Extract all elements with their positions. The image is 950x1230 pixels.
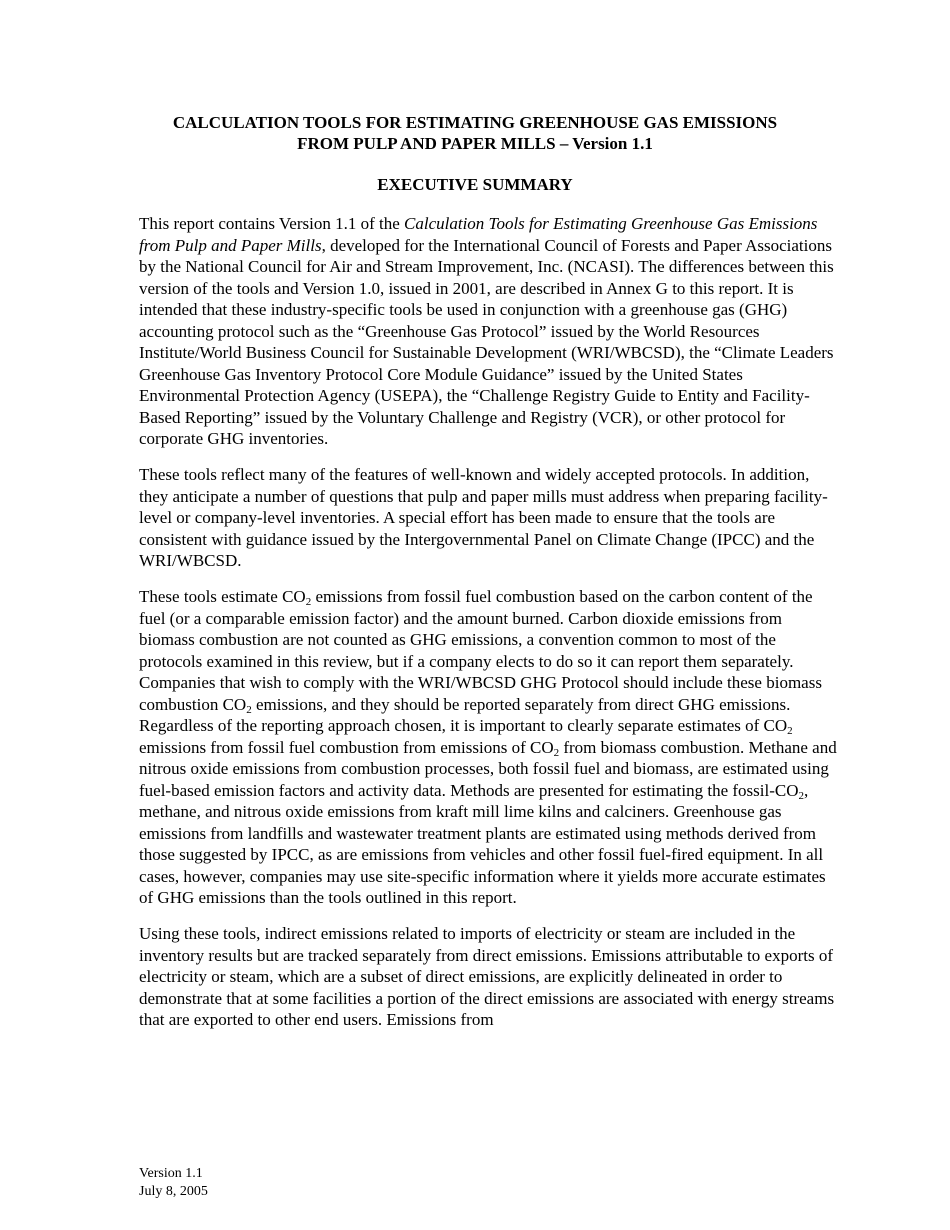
- page-footer: [139, 1165, 208, 1201]
- paragraph-3: These tools estimate $CO_2$ emissions from fossil fuel combustion based on the carbon content of the fuel (or a comparable emission factor) and the amount burned. Carbon dioxide emissions from biomass combustion are not counted as GHG emissions, a convention common to most of the protocols examined in this review, but if a company elects to do so it can report them separately. Companies that wish to comply with the WRI/WBCSD GHG Protocol should include these biomass combustion $CO_2$ emissions, and they should be reported separately from direct GHG emissions. Regardless of the reporting approach chosen, it is important to clearly separate estimates of $CO_2$ emissions from fossil fuel combustion from emissions of $CO_2$ from biomass combustion. Methane and nitrous oxide emissions from combustion processes, both fossil fuel and biomass, are estimated using fuel-based emission factors and activity data. Methods are presented for estimating the fossil-$CO_2$, methane, and nitrous oxide emissions from kraft mill lime kilns and calciners. Greenhouse gas emissions from landfills and wastewater treatment plants are estimated using methods derived from those suggested by IPCC, as are emissions from vehicles and other fossil fuel-fired equipment. In all cases, however, companies may use site-specific information where it yields more accurate estimates of GHG emissions than the tools outlined in this report.: [139, 587, 837, 907]
- footer-version: Version 1.1: [139, 1166, 203, 1181]
- title-line-2: FROM PULP AND PAPER MILLS – Version 1.1: [297, 134, 653, 153]
- report-title-italic: Calculation Tools for Estimating Greenhouse Gas Emissions from Pulp and Paper Mills: [139, 214, 818, 255]
- paragraph-4: Using these tools, indirect emissions related to imports of electricity or steam are included in the inventory results but are tracked separately from direct emissions. Emissions attributable to exports of electricity or steam, which are a subset of direct emissions, are explicitly delineated in order to demonstrate that at some facilities a portion of the direct emissions are associated with energy streams that are exported to other end users. Emissions from: [139, 924, 835, 1029]
- document-body: [139, 213, 839, 1045]
- footer-date: July 8, 2005: [139, 1184, 208, 1199]
- paragraph-1: This report contains Version 1.1 of the Calculation Tools for Estimating Greenhouse Gas Emissions from Pulp and Paper Mills, developed for the International Council of Forests and Paper Associations by the National Council for Air and Stream Improvement, Inc. (NCASI). The differences between this version of the tools and Version 1.0, issued in 2001, are described in Annex G to this report. It is intended that these industry-specific tools be used in conjunction with a greenhouse gas (GHG) accounting protocol such as the “Greenhouse Gas Protocol” issued by the World Resources Institute/World Business Council for Sustainable Development (WRI/WBCSD), the “Climate Leaders Greenhouse Gas Inventory Protocol Core Module Guidance” issued by the United States Environmental Protection Agency (USEPA), the “Challenge Registry Guide to Entity and Facility-Based Reporting” issued by the Voluntary Challenge and Registry (VCR), or other protocol for corporate GHG inventories.: [139, 214, 834, 448]
- section-heading: EXECUTIVE SUMMARY: [377, 175, 573, 194]
- document-title: [0, 112, 950, 154]
- paragraph-2: These tools reflect many of the features of well-known and widely accepted protocols. In addition, they anticipate a number of questions that pulp and paper mills must address when preparing facility-level or company-level inventories. A special effort has been made to ensure that the tools are consistent with guidance issued by the Intergovernmental Panel on Climate Change (IPCC) and the WRI/WBCSD.: [139, 465, 828, 570]
- title-line-1: CALCULATION TOOLS FOR ESTIMATING GREENHOUSE GAS EMISSIONS: [172, 113, 778, 132]
